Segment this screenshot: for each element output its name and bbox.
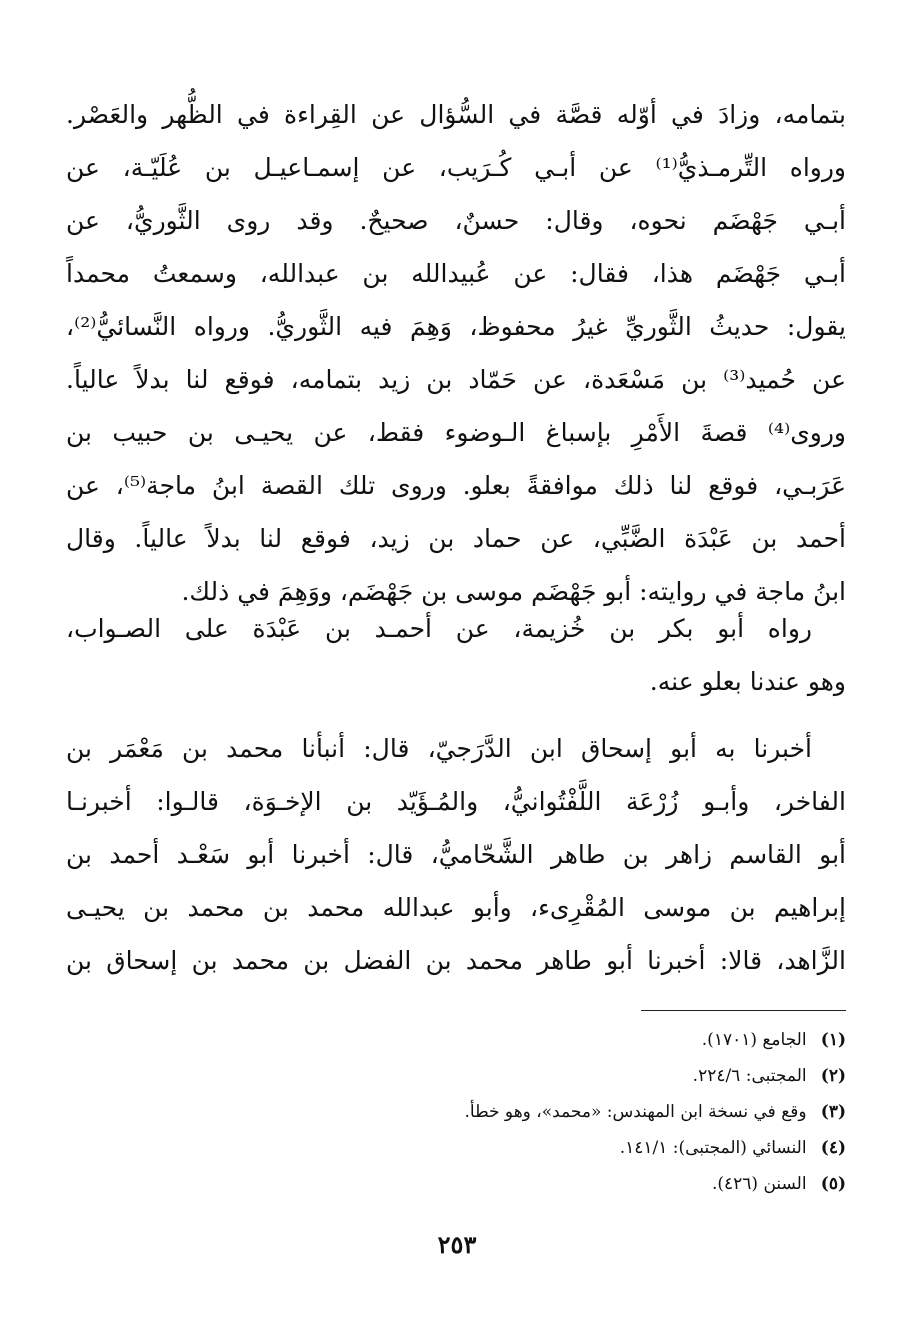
footnote-item (66, 1130, 846, 1166)
text-line: أبـي جَهْضَم هذا، فقال: عن عُبيدالله بن عبدالله، وسمعتُ محمداً (66, 259, 846, 288)
text-line: إبراهيم بن موسى المُقْرِىء، وأبو عبدالله محمد بن محمد بن يحيـى (66, 893, 846, 922)
footnote-number: (٥) (820, 1174, 846, 1194)
text-line: ابنُ ماجة في روايته: أبو جَهْضَم موسى بن جَهْضَم، ووَهِمَ في ذلك. (181, 577, 846, 606)
footnote-text: النسائي (المجتبى): ١٤١/١. (619, 1138, 807, 1158)
paragraph-khuzayma (66, 602, 846, 708)
footnote-text: السنن (٤٢٦). (711, 1174, 807, 1194)
text-line: رواه أبو بكر بن خُزيمة، عن أحمـد بن عَبْدَة على الصـواب، (66, 614, 812, 643)
text-line: وروى⁽⁴⁾ قصةَ الأَمْرِ بإسباغ الـوضوء فقط، عن يحيـى بن حبيب بن (66, 418, 846, 447)
text-line: بتمامه، وزادَ في أوّله قصَّة في السُّؤال عن القِراءة في الظُّهر والعَصْر. (66, 100, 846, 129)
paragraph-isnad-chain (66, 722, 846, 987)
paragraph-hadith-commentary (66, 88, 846, 618)
text-line: عن حُميد⁽³⁾ بن مَسْعَدة، عن حَمّاد بن زيد بتمامه، فوقع لنا بدلاً عالياً. (66, 365, 846, 394)
text-line: ورواه التِّرمـذيُّ⁽¹⁾ عن أبـي كُـرَيب، عن إسمـاعيـل بن عُلَيّـة، عن (66, 153, 846, 182)
footnote-item (66, 1166, 846, 1202)
footnote-number: (٤) (820, 1138, 846, 1158)
footnote-text: الجامع (١٧٠١). (701, 1030, 807, 1050)
footnote-item (66, 1058, 846, 1094)
text-line: أخبرنا به أبو إسحاق ابن الدَّرَجيّ، قال: أنبأنا محمد بن مَعْمَر بن (66, 734, 812, 763)
footnote-text: المجتبى: ٢٢٤/٦. (692, 1066, 807, 1086)
footnote-separator (641, 1010, 846, 1011)
text-line: الفاخر، وأبـو زُرْعَة اللَّفْتُوانيُّ، والمُـؤَيّد بن الإخـوَة، قالـوا: أخبرنـا (66, 787, 846, 816)
text-line: عَرَبـي، فوقع لنا ذلك موافقةً بعلو. وروى تلك القصة ابنُ ماجة⁽⁵⁾، عن (66, 471, 846, 500)
text-line: أبـي جَهْضَم نحوه، وقال: حسنٌ، صحيحٌ. وقد روى الثَّوريُّ، عن (66, 206, 846, 235)
text-line: أحمد بن عَبْدَة الضَّبِّي، عن حماد بن زيد، فوقع لنا بدلاً عالياً. وقال (66, 524, 846, 553)
footnotes (66, 1022, 846, 1202)
text-line: يقول: حديثُ الثَّوريِّ غيرُ محفوظ، وَهِمَ فيه الثَّوريُّ. ورواه النَّسائيُّ⁽²⁾، (66, 312, 846, 341)
text-line: وهو عندنا بعلو عنه. (649, 667, 846, 696)
text-line: أبو القاسم زاهر بن طاهر الشَّحّاميُّ، قال: أخبرنا أبو سَعْـد أحمد بن (66, 840, 846, 869)
footnote-text: وقع في نسخة ابن المهندس: «محمد»، وهو خطأ. (464, 1102, 807, 1122)
page-number: ٢٥٣ (437, 1230, 477, 1259)
footnote-item (66, 1094, 846, 1130)
footnote-number: (١) (820, 1030, 846, 1050)
footnote-number: (٣) (820, 1102, 846, 1122)
footnote-item (66, 1022, 846, 1058)
text-line: الزَّاهد، قالا: أخبرنا أبو طاهر محمد بن الفضل بن محمد بن إسحاق بن (66, 946, 846, 975)
footnote-number: (٢) (820, 1066, 846, 1086)
